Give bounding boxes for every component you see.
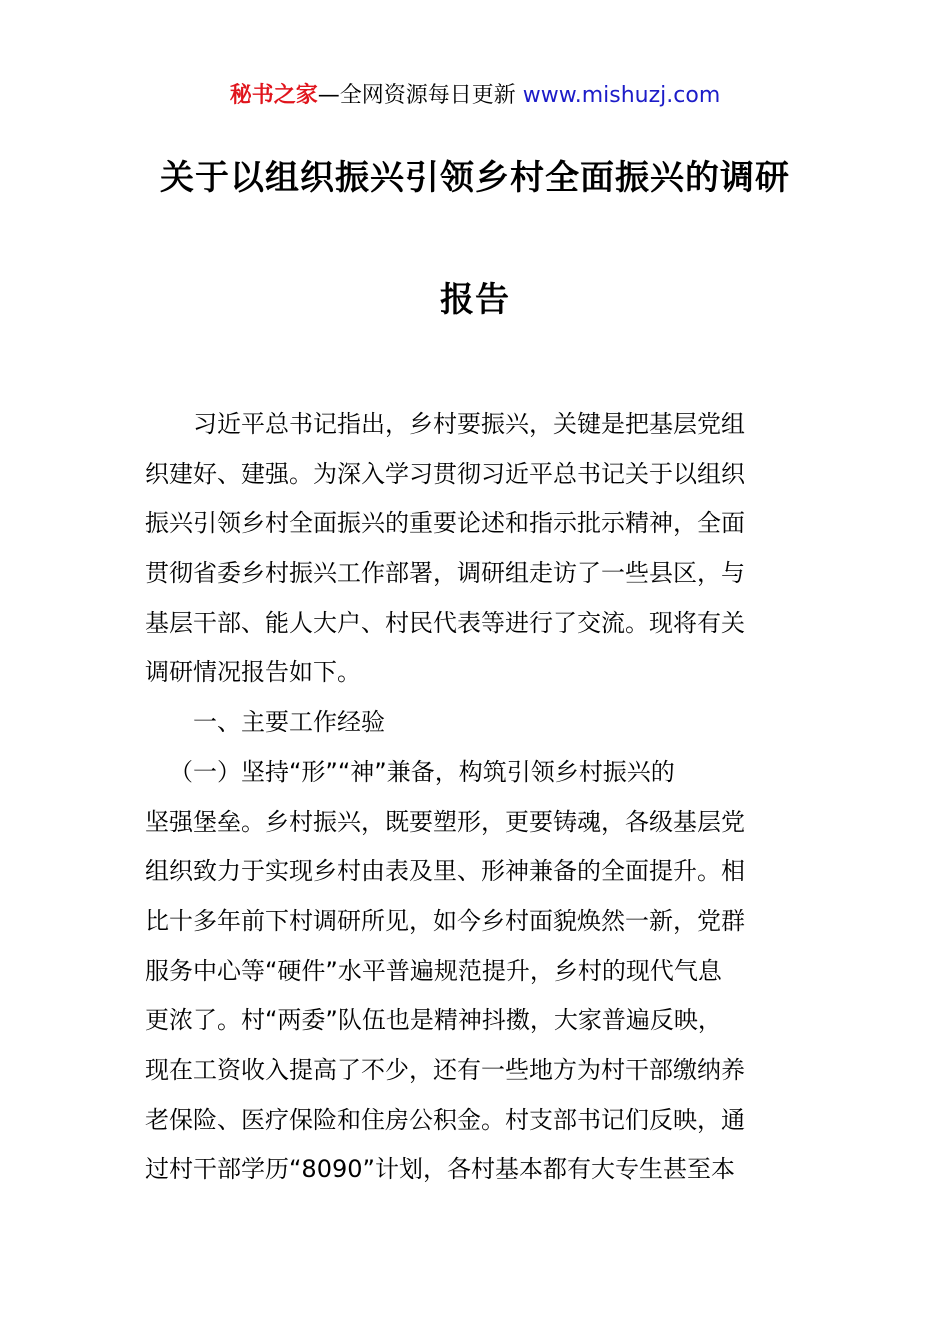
- subsection-heading: （一）坚持“形”“神”兼备，构筑引领乡村振兴的: [169, 757, 675, 786]
- body-line: 坚强堡垒。乡村振兴，既要塑形，更要铸魂，各级基层党: [145, 807, 745, 836]
- body-line: 现在工资收入提高了不少，还有一些地方为村干部缴纳养: [145, 1055, 745, 1084]
- section-heading: 一、主要工作经验: [193, 708, 385, 737]
- body-line: 过村干部学历“8090”计划，各村基本都有大专生甚至本: [145, 1155, 735, 1184]
- body-line: 调研情况报告如下。: [145, 658, 361, 687]
- body-line: 更浓了。村“两委”队伍也是精神抖擞，大家普遍反映，: [145, 1006, 722, 1035]
- header-tagline: —全网资源每日更新: [317, 83, 516, 108]
- body-line: 基层干部、能人大户、村民代表等进行了交流。现将有关: [145, 608, 745, 637]
- document-body: [145, 400, 815, 1195]
- document-title-line-1: 关于以组织振兴引领乡村全面振兴的调研: [160, 158, 790, 198]
- document-title-line-2: 报告: [440, 280, 510, 320]
- body-line: 习近平总书记指出，乡村要振兴，关键是把基层党组: [193, 410, 745, 438]
- body-line: 比十多年前下村调研所见，如今乡村面貌焕然一新，党群: [145, 906, 745, 935]
- body-line: 组织致力于实现乡村由表及里、形神兼备的全面提升。相: [145, 857, 745, 886]
- body-line: 织建好、建强。为深入学习贯彻习近平总书记关于以组织: [145, 459, 745, 488]
- brand-name: 秘书之家: [229, 83, 318, 108]
- body-line: 老保险、医疗保险和住房公积金。村支部书记们反映，通: [145, 1105, 745, 1134]
- source-header: [0, 80, 950, 112]
- body-line: 贯彻省委乡村振兴工作部署，调研组走访了一些县区，与: [145, 559, 745, 588]
- site-url-link[interactable]: www.mishuzj.com: [522, 83, 721, 108]
- body-line: 振兴引领乡村全面振兴的重要论述和指示批示精神，全面: [145, 509, 745, 538]
- body-line: 服务中心等“硬件”水平普遍规范提升，乡村的现代气息: [145, 956, 722, 985]
